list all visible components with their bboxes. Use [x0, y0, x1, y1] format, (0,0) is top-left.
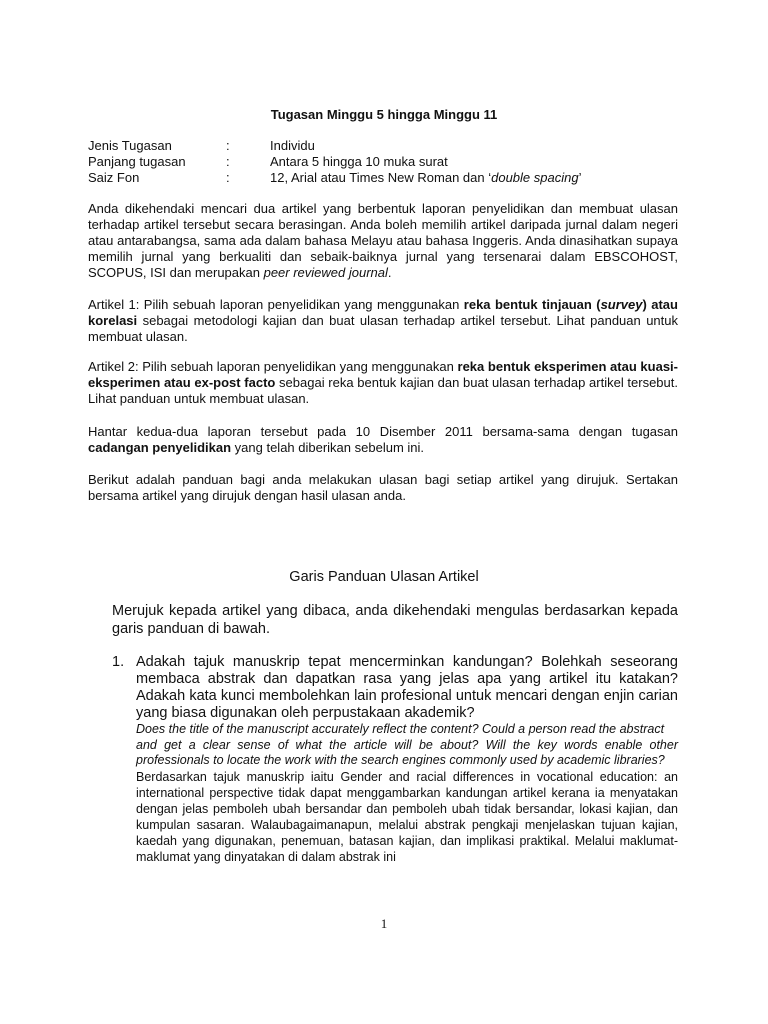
guide-intro: Merujuk kepada artikel yang dibaca, anda dikehendaki mengulas berdasarkan kepada garis panduan di bawah.: [112, 603, 678, 637]
assignment-title: Tugasan Minggu 5 hingga Minggu 11: [270, 107, 498, 122]
paragraph-bold: reka bentuk tinjauan (: [463, 297, 601, 312]
info-colon: :: [226, 154, 230, 169]
assignment-info: [88, 138, 581, 186]
paragraph-text: Artikel 2: Pilih sebuah laporan penyelidikan yang menggunakan: [88, 359, 458, 374]
info-colon: :: [226, 138, 230, 153]
info-row-font: [88, 170, 581, 186]
page-number: 1: [380, 916, 388, 931]
info-row-length: [88, 154, 581, 170]
question-malay: Adakah tajuk manuskrip tepat mencerminkan kandungan? Bolehkah seseorang membaca abstrak dan dapatkan rasa yang jelas apa yang artikel itu katakan? Adakah kata kunci membolehkan lain profesional untuk mencari dengan enjin carian yang biasa digunakan oleh perpustakaan akademik?: [136, 654, 678, 721]
paragraph-article-1: [88, 297, 678, 345]
info-value: [270, 170, 581, 186]
list-item: [136, 654, 678, 865]
info-label: Jenis Tugasan: [88, 138, 172, 153]
paragraph-text: yang telah diberikan sebelum ini.: [231, 440, 424, 455]
question-english-line-2: and get a clear sense of what the article will be about? Will the key words enable other professionals to locate the work with the search engines commonly used by academic libraries?: [136, 737, 678, 767]
paragraph-text: sebagai reka bentuk kajian dan buat ulasan terhadap artikel tersebut. Lihat panduan untuk membuat ulasan.: [88, 375, 678, 406]
question-english-line-1: Does the title of the manuscript accurately reflect the content? Could a person read the abstract: [136, 722, 665, 736]
guide-title: Garis Panduan Ulasan Artikel: [289, 569, 479, 585]
paragraph-bold-italic: survey: [600, 297, 643, 312]
paragraph-submission: [88, 424, 678, 456]
info-value-suffix: ’: [578, 170, 582, 185]
info-label: Panjang tugasan: [88, 154, 186, 169]
paragraph-instructions: [88, 201, 678, 281]
info-value: Antara 5 hingga 10 muka surat: [270, 154, 448, 169]
paragraph-italic: peer reviewed journal: [263, 265, 388, 280]
paragraph-text: sebagai metodologi kajian dan buat ulasan terhadap artikel tersebut. Lihat panduan untuk membuat ulasan.: [88, 313, 678, 344]
info-value-prefix: 12, Arial atau Times New Roman dan ‘: [270, 170, 492, 185]
paragraph-bold: ) atau korelasi: [88, 297, 678, 328]
paragraph-end: .: [387, 265, 392, 280]
paragraph-text: Artikel 1: Pilih sebuah laporan penyelidikan yang menggunakan: [88, 297, 464, 312]
paragraph-text: Anda dikehendaki mencari dua artikel yang berbentuk laporan penyelidikan dan membuat ulasan terhadap artikel tersebut secara berasingan. Anda boleh memilih artikel daripada jurnal dalam negeri atau antarabangsa, sama ada dalam bahasa Melayu atau bahasa Inggeris. Anda dinasihatkan supaya memilih jurnal yang berkualiti dan sebaik-baiknya jurnal yang tersenarai dalam EBSCOHOST, SCOPUS, ISI dan merupakan: [88, 201, 678, 280]
info-value: Individu: [270, 138, 315, 153]
paragraph-article-2: [88, 359, 678, 407]
paragraph-bold: cadangan penyelidikan: [88, 440, 232, 455]
info-label: Saiz Fon: [88, 170, 140, 185]
paragraph-bold: reka bentuk eksperimen atau kuasi-eksperimen atau ex-post facto: [88, 359, 678, 390]
paragraph-guide-note: Berikut adalah panduan bagi anda melakukan ulasan bagi setiap artikel yang dirujuk. Sertakan bersama artikel yang dirujuk dengan hasil ulasan anda.: [88, 472, 678, 503]
answer-text: Berdasarkan tajuk manuskrip iaitu Gender and racial differences in vocational education: an international perspective tidak dapat menggambarkan kandungan artikel kerana ia menyatakan dengan jelas pemboleh ubah bersandar dan pemboleh ubah tidak bersandar, lokasi kajian, dan kumpulan sasaran. Walaubagaimanapun, melalui abstrak pengkaji menjelaskan tujuan kajian, kaedah yang digunakan, penemuan, batasan kajian, dan implikasi praktikal. Melalui maklumat-maklumat yang dinyatakan di dalam abstrak ini: [136, 769, 678, 864]
list-item-number: 1.: [112, 654, 125, 670]
paragraph-text: Hantar kedua-dua laporan tersebut pada 10 Disember 2011 bersama-sama dengan tugasan: [88, 424, 678, 439]
info-row-type: [88, 138, 581, 154]
info-value-italic: double spacing: [491, 170, 579, 185]
info-colon: :: [226, 170, 230, 185]
